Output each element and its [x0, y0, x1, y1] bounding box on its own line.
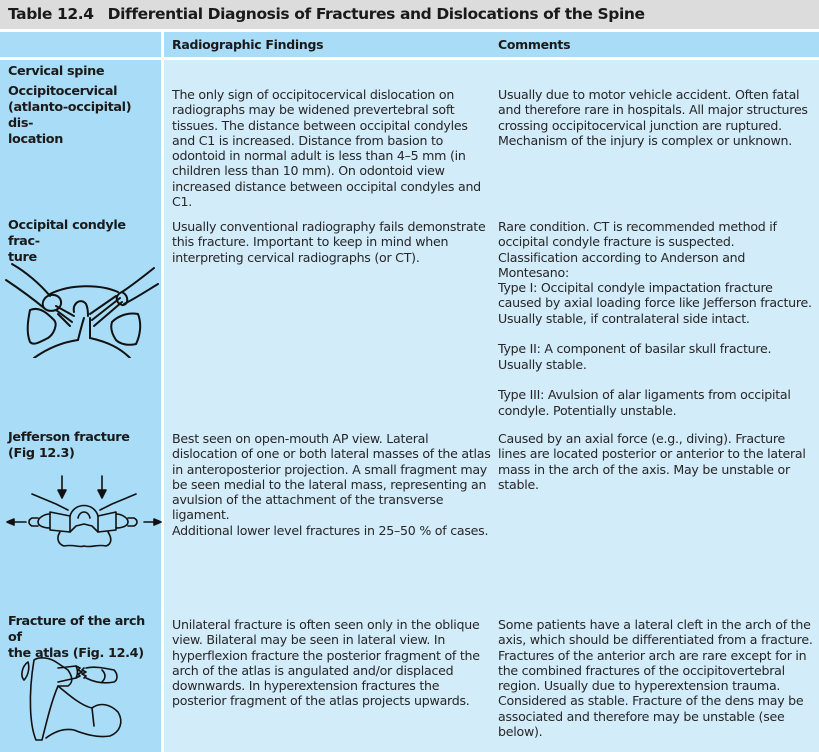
jefferson-fracture-illustration — [4, 474, 162, 550]
label-line: Jefferson fracture — [8, 430, 130, 445]
label-line: Fracture of the arch of — [8, 614, 145, 645]
label-line: the atlas (Fig. 12.4) — [8, 646, 144, 661]
comments-cell-occipital-condyle — [498, 219, 813, 418]
column-header-findings: Radiographic Findings — [172, 37, 324, 52]
label-line: Occipitocervical — [8, 84, 118, 99]
findings-cell-occipital-condyle — [172, 219, 492, 265]
row-label-jefferson — [8, 430, 160, 462]
comments-text: Caused by an axial force (e.g., diving). Fracture lines are located posterior or anterior to the lateral mass in the arch of the axis. May be unstable or stable. — [498, 431, 806, 492]
table-title-bar — [0, 0, 819, 29]
findings-text: Best seen on open-mouth AP view. Lateral dislocation of one or both lateral masses of the atlas in anteroposterior projection. A small fragment may be seen medial to the lateral mass, representing an avulsion of the attachment of the transverse ligament. — [172, 431, 491, 523]
header-cell-empty — [0, 32, 161, 57]
table-number: Table 12.4 — [8, 5, 94, 23]
label-line: (Fig 12.3) — [8, 446, 75, 461]
findings-cell-occipitocervical — [172, 87, 492, 209]
findings-cell-atlas-arch — [172, 617, 492, 709]
section-label: Cervical spine — [8, 64, 105, 79]
comments-text: Usually due to motor vehicle accident. Often fatal and therefore rare in hospitals. All major structures crossing occipitocervical junction are ruptured. Mechanism of the injury is complex or unknown. — [498, 87, 808, 148]
atlas-arch-fracture-illustration — [14, 656, 134, 746]
comments-text: Rare condition. CT is recommended method if occipital condyle fracture is suspected. Classification according to Anderson and Montesano: — [498, 219, 777, 280]
comments-cell-occipitocervical — [498, 87, 813, 148]
label-line: ture — [8, 250, 37, 265]
column-header-comments: Comments — [498, 37, 571, 52]
comments-cell-jefferson — [498, 431, 813, 492]
comments-text-type-3: Type III: Avulsion of alar ligaments from occipital condyle. Potentially unstable. — [498, 387, 791, 418]
comments-text: Some patients have a lateral cleft in the arch of the axis, which should be differentiated from a fracture. Fractures of the anterior arch are rare except for in the combined fractures of the occipitovertebral region. Usually due to hyperextension trauma. Considered as stable. Fracture of the dens may be associated and therefore may be unstable (see below). — [498, 617, 813, 740]
findings-text: Unilateral fracture is often seen only in the oblique view. Bilateral may be seen in lateral view. In hyperflexion fracture the posterior fragment of the arch of the atlas is angulated and/or displaced downwards. In hyperextension fractures the posterior fragment of the atlas projects upwards. — [172, 617, 480, 709]
row-label-atlas-arch — [8, 614, 160, 662]
occipital-condyle-fracture-illustration — [4, 262, 162, 358]
comments-cell-atlas-arch — [498, 617, 813, 739]
findings-text: The only sign of occipitocervical dislocation on radiographs may be widened prevertebral soft tissues. The distance between occipital condyles and C1 is increased. Distance from basion to odontoid in normal adult is less than 4–5 mm (in children less than 10 mm). On odontoid view increased distance between occipital condyles and C1. — [172, 87, 481, 210]
label-line: Occipital condyle frac- — [8, 218, 126, 249]
findings-text-additional: Additional lower level fractures in 25–50 % of cases. — [172, 522, 489, 538]
findings-text: Usually conventional radiography fails demonstrate this fracture. Important to keep in mind when interpreting cervical radiographs (or CT). — [172, 219, 486, 265]
table-title: Differential Diagnosis of Fractures and Dislocations of the Spine — [107, 5, 645, 23]
row-label-occipital-condyle — [8, 218, 160, 266]
label-line: (atlanto-occipital) dis- — [8, 100, 132, 131]
findings-cell-jefferson — [172, 431, 492, 538]
label-line: location — [8, 132, 64, 147]
comments-text-type-2: Type II: A component of basilar skull fracture. Usually stable. — [498, 341, 772, 372]
comments-text-type-1: Type I: Occipital condyle impactation fracture caused by axial loading force like Jefferson fracture. Usually stable, if contralateral side intact. — [498, 280, 812, 326]
row-label-occipitocervical — [8, 84, 160, 148]
